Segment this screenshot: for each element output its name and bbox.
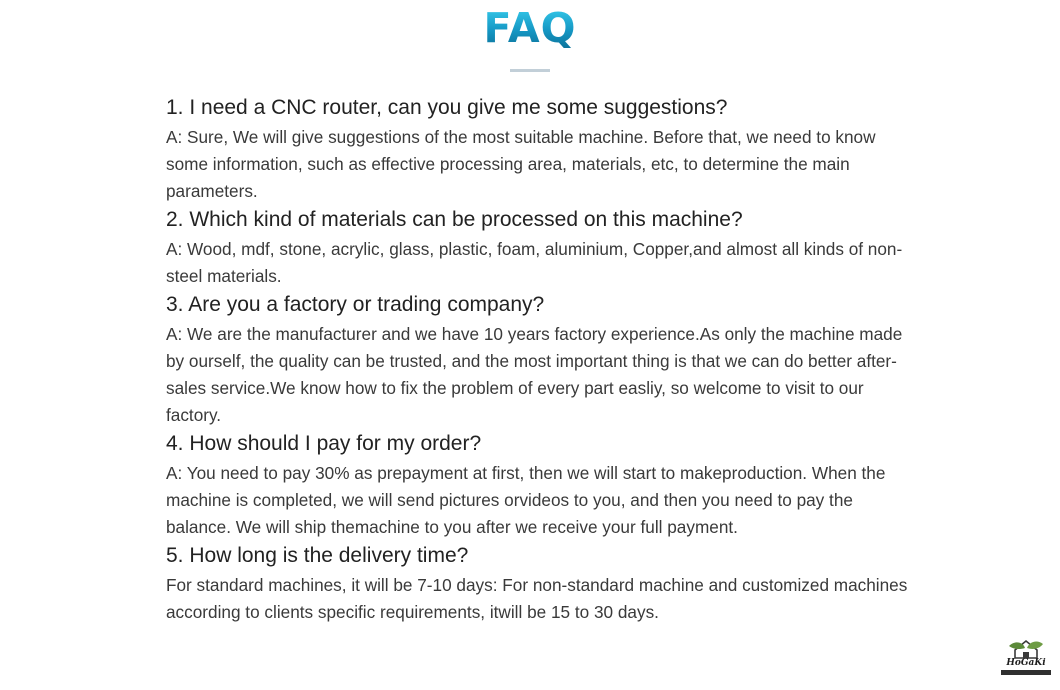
brand-tagline-bar xyxy=(1001,670,1051,675)
leaf-house-logo-icon xyxy=(1001,638,1051,660)
faq-question: 2. Which kind of materials can be processed on this machine? xyxy=(166,208,743,231)
title-divider xyxy=(510,69,550,72)
faq-list xyxy=(166,94,911,627)
faq-answer: For standard machines, it will be 7-10 days: For non-standard machine and customized machines according to clients specific requirements, itwill be 15 to 30 days. xyxy=(166,575,908,622)
faq-item xyxy=(166,542,911,626)
faq-answer: A: You need to pay 30% as prepayment at first, then we will start to makeproduction. When the machine is completed, we will send pictures orvideos to you, and then you need to pay the balance. We will ship themachine to you after we receive your full payment. xyxy=(166,463,886,537)
faq-answer: A: Sure, We will give suggestions of the most suitable machine. Before that, we need to know some information, such as effective processing area, materials, etc, to determine the main parameters. xyxy=(166,127,876,201)
page-title: FAQ xyxy=(0,4,1060,52)
faq-item xyxy=(166,94,911,205)
faq-answer: A: We are the manufacturer and we have 10 years factory experience.As only the machine made by ourself, the quality can be trusted, and the most important thing is that we can do better after-sales service.We know how to fix the problem of every part easliy, so welcome to visit to our factory. xyxy=(166,324,903,425)
faq-answer: A: Wood, mdf, stone, acrylic, glass, plastic, foam, aluminium, Copper,and almost all kinds of non-steel materials. xyxy=(166,239,903,286)
faq-item xyxy=(166,291,911,429)
faq-item xyxy=(166,430,911,541)
faq-question: 4. How should I pay for my order? xyxy=(166,432,482,455)
faq-question: 5. How long is the delivery time? xyxy=(166,544,469,567)
brand-logo xyxy=(1001,638,1051,680)
faq-question: 1. I need a CNC router, can you give me some suggestions? xyxy=(166,96,728,119)
brand-name: HoGaKi xyxy=(1006,658,1046,668)
faq-question: 3. Are you a factory or trading company? xyxy=(166,293,545,316)
faq-item xyxy=(166,206,911,290)
